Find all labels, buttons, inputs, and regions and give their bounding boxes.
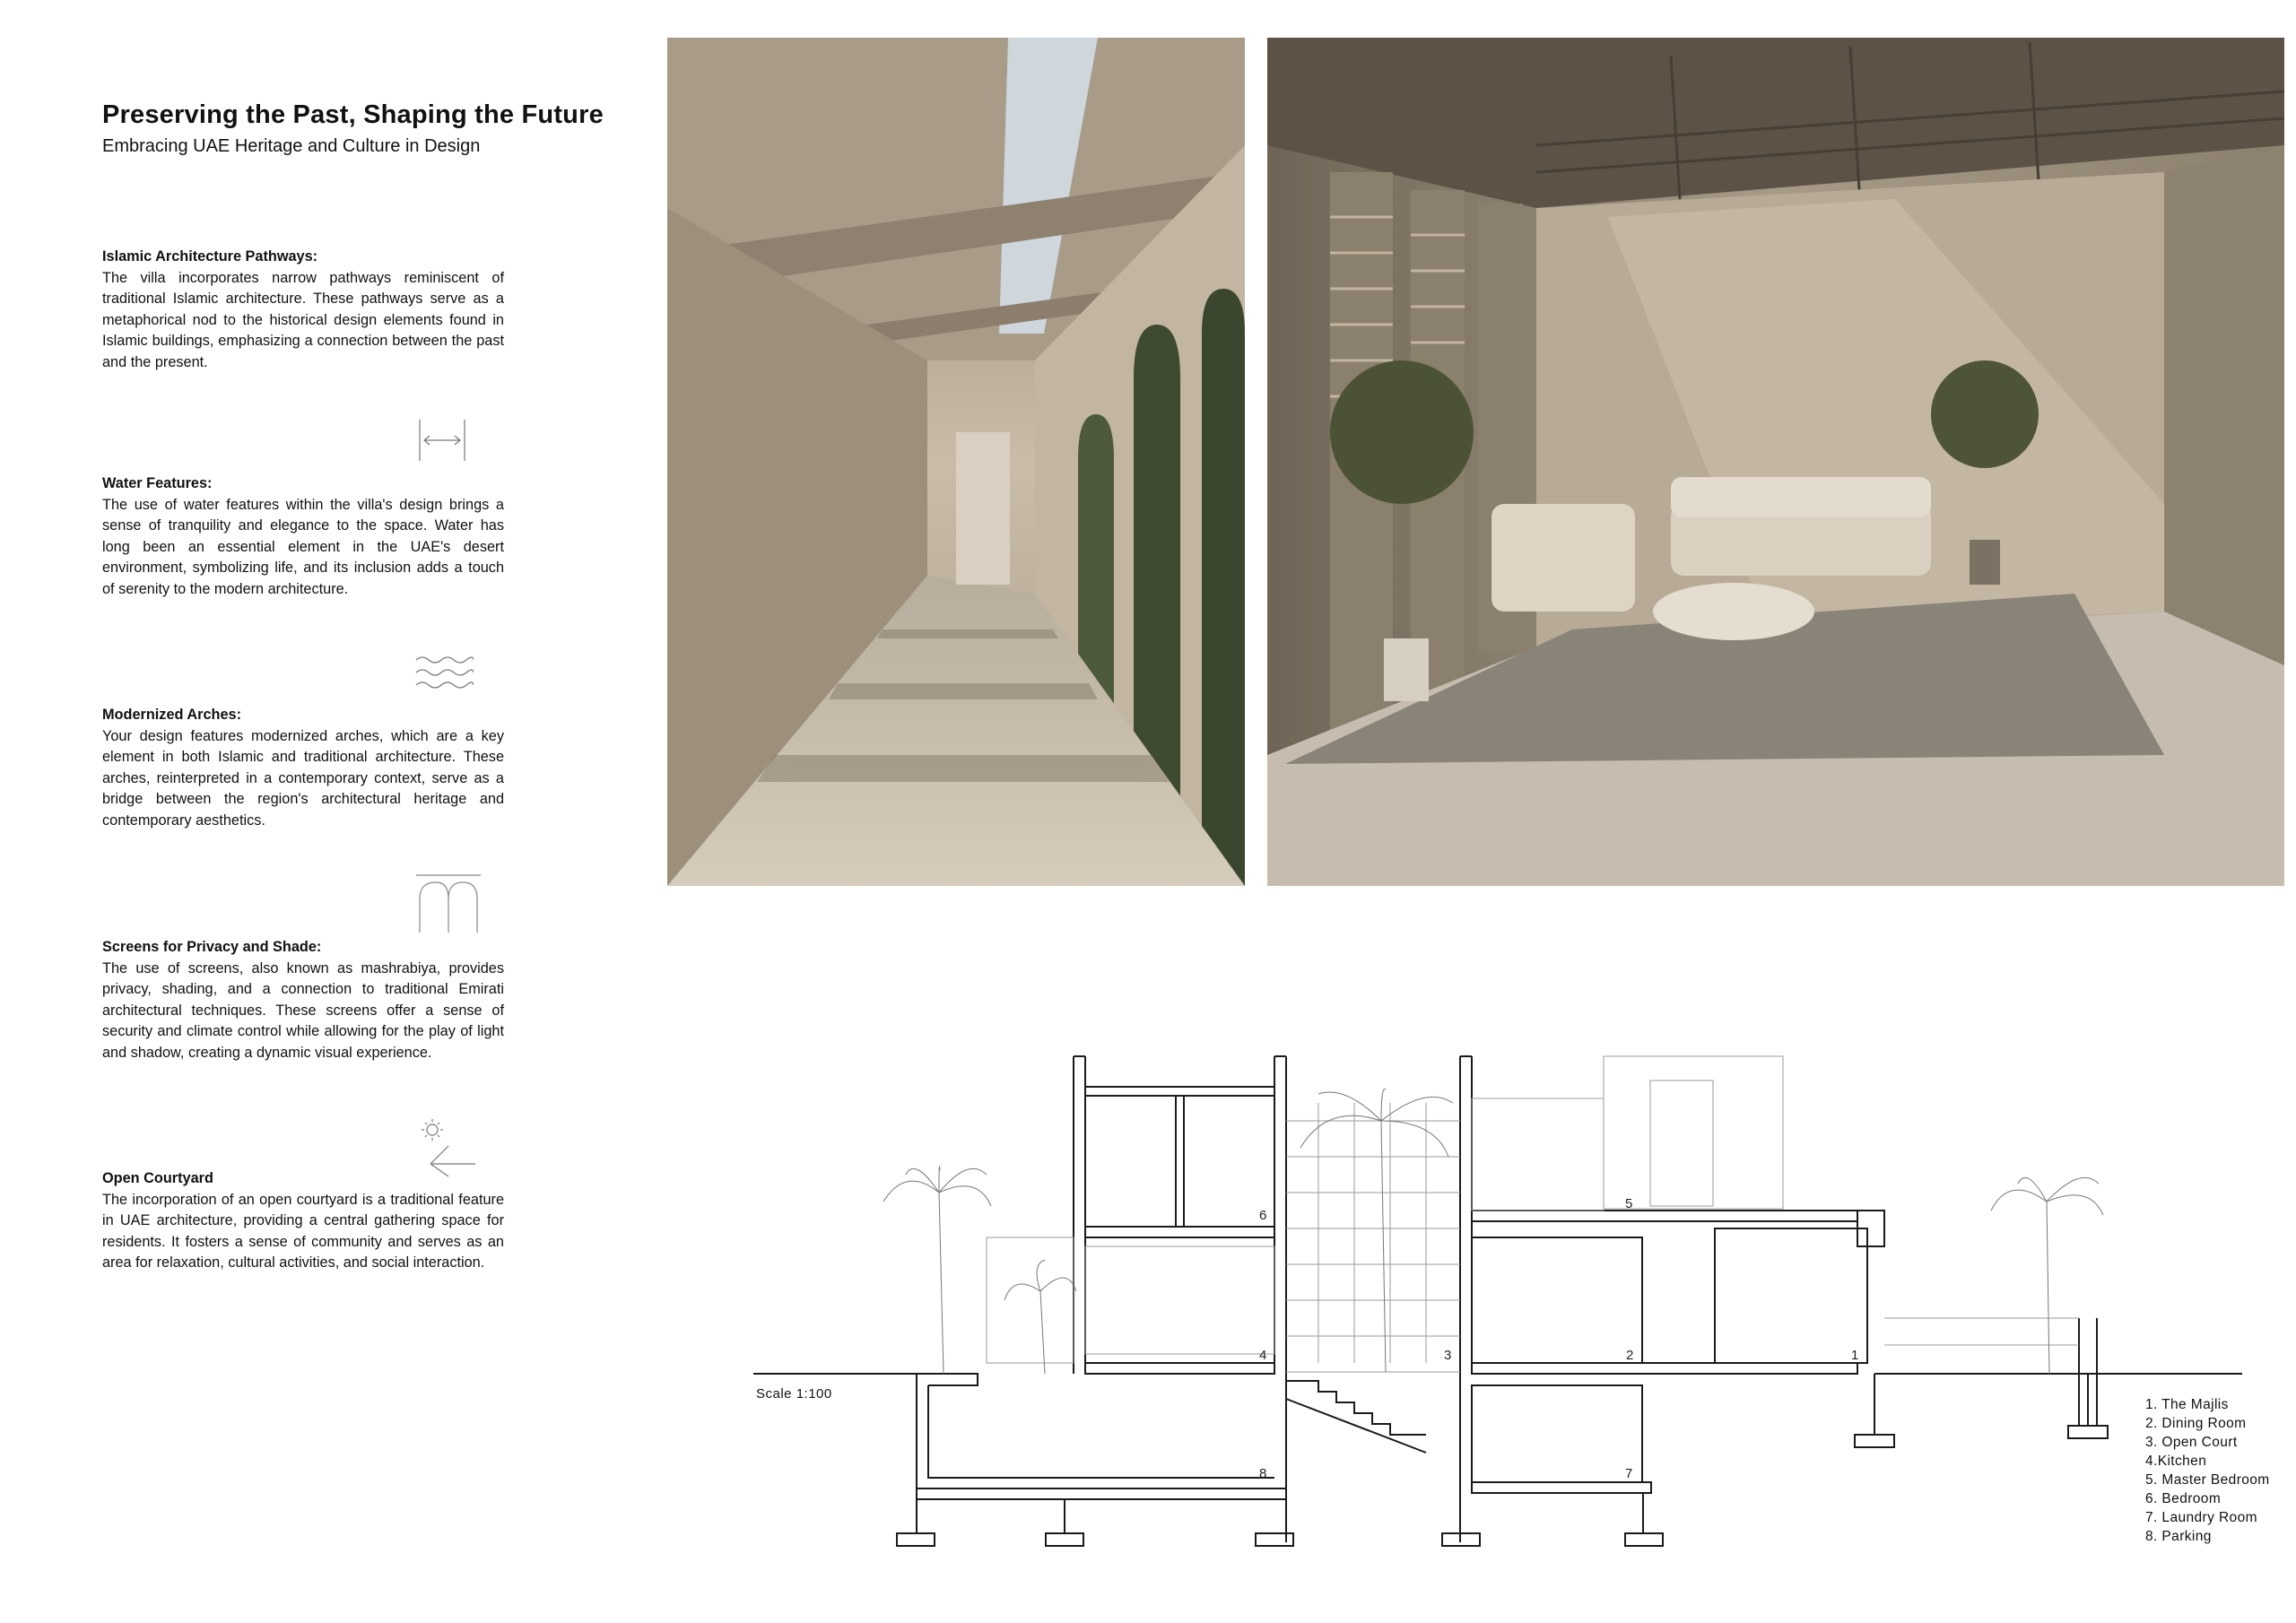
palm-tree-court: [1300, 1089, 1453, 1372]
legend-item: 2. Dining Room: [2145, 1416, 2247, 1431]
palm-tree-small: [1004, 1260, 1076, 1374]
scale-label: Scale 1:100: [756, 1386, 832, 1402]
section-heading: Water Features:: [102, 475, 213, 491]
section-body: Your design features modernized arches, which are a key element in both Islamic and traditional architecture. These arches, reinterpreted in a contemporary context, serve as a bridge between the region's architectural heritage and contemporary aesthetics.: [102, 727, 504, 829]
room-number: 1: [1851, 1348, 1859, 1363]
section-body: The use of screens, also known as mashrabiya, provides privacy, shading, and a connection to traditional Emirati architectural techniques. These screens offer a sense of security and climate control while allowing for the play of light and shadow, creating a dynamic visual experience.: [102, 959, 504, 1061]
page-title: Preserving the Past, Shaping the Future: [102, 100, 604, 129]
legend-item: 7. Laundry Room: [2145, 1510, 2257, 1525]
room-number: 3: [1444, 1348, 1452, 1363]
legend-item: 4.Kitchen: [2145, 1454, 2207, 1469]
palm-tree-right: [1991, 1177, 2103, 1374]
section-heading: Islamic Architecture Pathways:: [102, 248, 318, 265]
room-number: 4: [1259, 1348, 1267, 1363]
slab: [1085, 1227, 1274, 1237]
room-number: 7: [1625, 1466, 1633, 1481]
section-body: The use of water features within the villa's design brings a sense of tranquility and elegance to the space. Water has long been an essential element in the UAE's desert environment, symbolizing life, and its inclusion adds a touch of serenity to the modern architecture.: [102, 496, 504, 597]
room-number: 5: [1625, 1196, 1633, 1211]
palm-tree-left: [883, 1167, 991, 1374]
room-number: 2: [1626, 1348, 1634, 1363]
section-heading: Screens for Privacy and Shade:: [102, 939, 322, 955]
legend-item: 8. Parking: [2145, 1529, 2212, 1544]
legend-item: 3. Open Court: [2145, 1435, 2238, 1450]
room-legend: [2145, 1395, 2270, 1546]
room-number: 8: [1259, 1466, 1267, 1481]
section-body: The incorporation of an open courtyard is a traditional feature in UAE architecture, providing a central gathering space for residents. It fosters a sense of community and serves as an area for relaxation, cultural activities, and social interaction.: [102, 1191, 504, 1271]
legend-item: 5. Master Bedroom: [2145, 1472, 2270, 1488]
section-body: The villa incorporates narrow pathways reminiscent of traditional Islamic architecture. These pathways serve as a metaphorical nod to the historical design elements found in Islamic buildings, emphasizing a connection between the past and the present.: [102, 269, 504, 370]
section-heading: Open Courtyard: [102, 1170, 213, 1186]
legend-item: 1. The Majlis: [2145, 1397, 2229, 1412]
section-heading: Modernized Arches:: [102, 707, 241, 723]
legend-item: 6. Bedroom: [2145, 1491, 2222, 1506]
courtyard-mashrabiya-grid: [1286, 1103, 1460, 1363]
room-number: 6: [1259, 1208, 1267, 1223]
page-subtitle: Embracing UAE Heritage and Culture in Design: [102, 136, 481, 156]
